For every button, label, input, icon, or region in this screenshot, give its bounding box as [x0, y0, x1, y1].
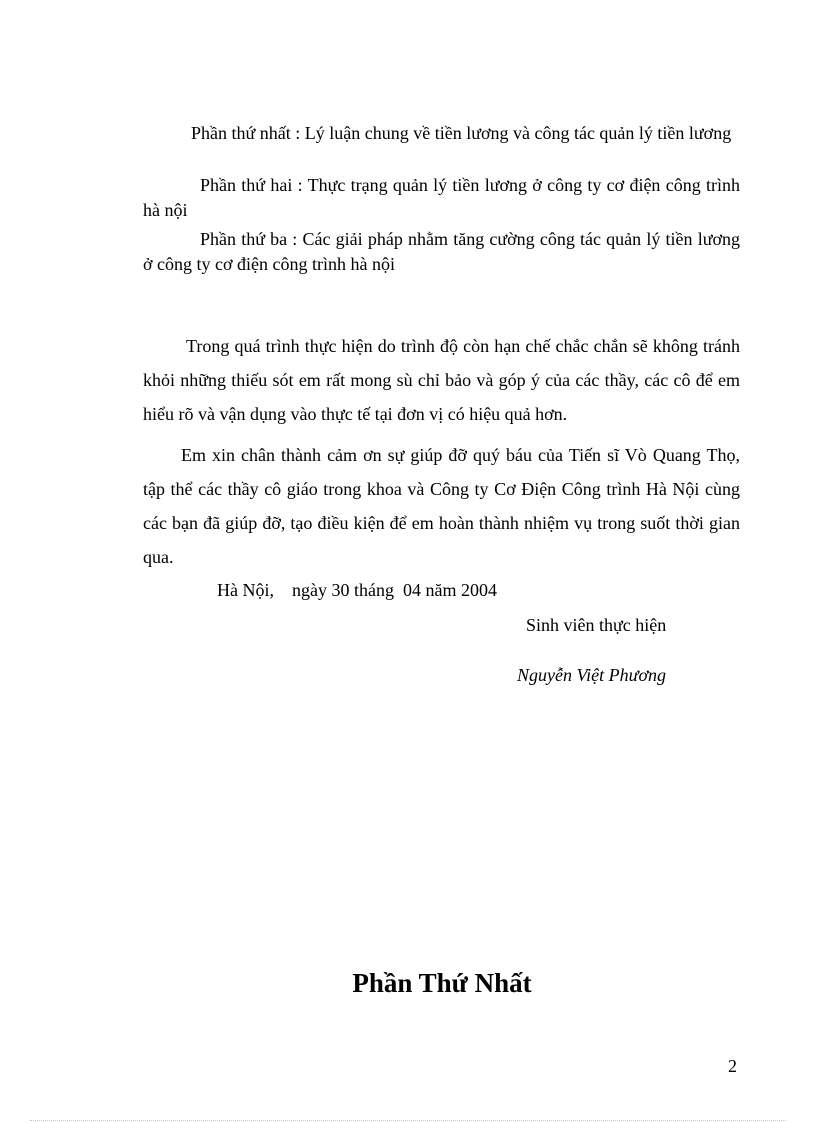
toc-entry-part-two: Phần thứ hai : Thực trạng quản lý tiền lương ở công ty cơ điện công trình hà nội: [143, 175, 740, 220]
page-number: 2: [728, 1056, 737, 1076]
date-line: Hà Nội, ngày 30 tháng 04 năm 2004: [217, 580, 497, 600]
acknowledgement-paragraph-1: Trong quá trình thực hiện do trình độ còn hạn chế chắc chắn sẽ không tránh khỏi những thiếu sót em rất mong sù chỉ bảo và góp ý của các thầy, các cô để em hiểu rõ và vận dụng vào thực tế tại đơn vị có hiệu quả hơn.: [143, 336, 740, 424]
signer-title: Sinh viên thực hiện: [526, 615, 667, 635]
footer-divider: [30, 1120, 786, 1121]
acknowledgement-paragraph-2: Em xin chân thành cảm ơn sự giúp đỡ quý báu của Tiến sĩ Vò Quang Thọ, tập thể các thầy cô giáo trong khoa và Công ty Cơ Điện Công trình Hà Nội cùng các bạn đã giúp đỡ, tạo điều kiện để em hoàn thành nhiệm vụ trong suốt thời gian qua.: [143, 445, 740, 567]
toc-entry-part-one: Phần thứ nhất : Lý luận chung về tiền lương và công tác quản lý tiền lương: [191, 123, 732, 143]
toc-entry-part-three: Phần thứ ba : Các giải pháp nhằm tăng cường công tác quản lý tiền lương ở công ty cơ điện công trình hà nội: [143, 229, 740, 274]
signer-name: Nguyễn Việt Phương: [517, 665, 667, 685]
section-heading: Phần Thứ Nhất: [352, 968, 532, 998]
